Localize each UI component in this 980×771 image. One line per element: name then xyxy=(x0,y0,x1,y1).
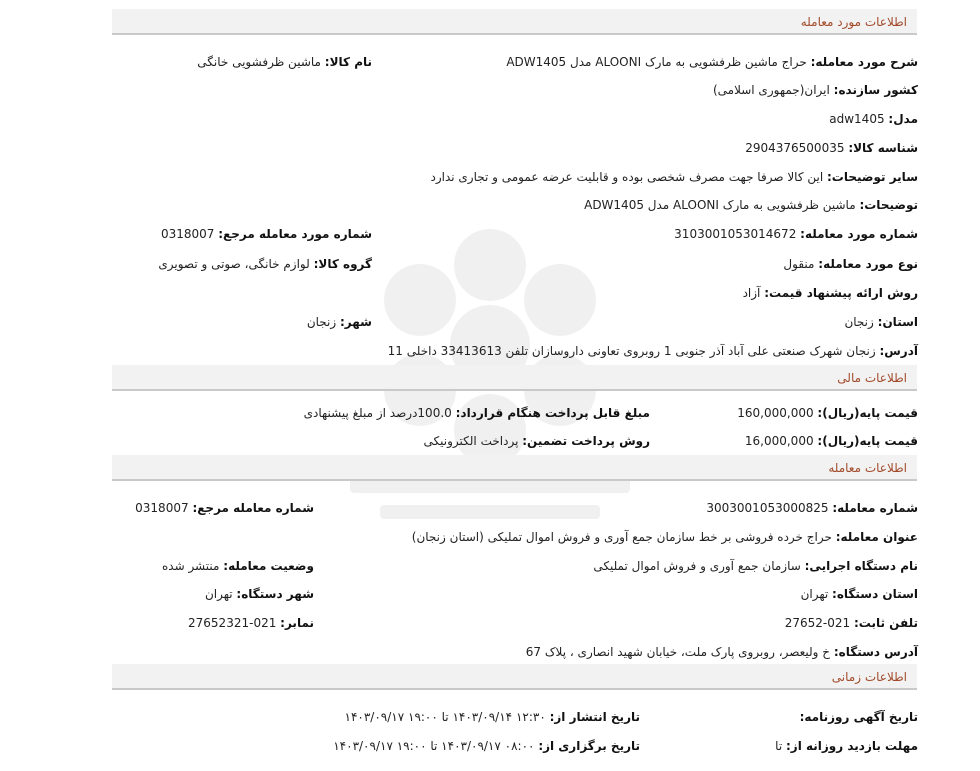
value-other-notes: این کالا صرفا جهت مصرف شخصی بوده و قابلیت عرضه عمومی و تجاری ندارد xyxy=(430,170,824,184)
field-deal-number xyxy=(674,226,918,242)
value-publish-date: ۱۲:۳۰ ۱۴۰۳/۰۹/۱۴ تا ۱۹:۰۰ ۱۴۰۳/۰۹/۱۷ xyxy=(344,710,546,724)
field-org-address xyxy=(526,644,918,660)
value-transaction-number: 3003001053000825 xyxy=(706,501,829,515)
label-deal-number: شماره مورد معامله: xyxy=(800,227,918,241)
label-org-province: استان دستگاه: xyxy=(832,587,918,601)
field-model xyxy=(829,111,918,127)
field-guarantee-method xyxy=(424,433,650,449)
value-org-city: تهران xyxy=(204,587,233,601)
section-header-timing: اطلاعات زمانی xyxy=(112,664,917,690)
label-transaction-status: وضعیت معامله: xyxy=(223,559,314,573)
label-org-city: شهر دستگاه: xyxy=(236,587,314,601)
value-city: زنجان xyxy=(306,315,337,329)
label-executive-org: نام دستگاه اجرایی: xyxy=(804,559,918,573)
value-province: زنجان xyxy=(844,315,874,329)
field-fax xyxy=(188,615,314,631)
value-daily-visit: تا xyxy=(775,739,783,753)
field-deal-description xyxy=(506,54,918,70)
label-address: آدرس: xyxy=(879,344,918,358)
label-org-address: آدرس دستگاه: xyxy=(833,645,918,659)
field-transaction-number xyxy=(706,500,918,516)
label-notes: توضیحات: xyxy=(859,198,918,212)
value-guarantee-method: پرداخت الکترونیکی xyxy=(423,434,519,448)
field-org-city xyxy=(205,586,314,602)
field-province xyxy=(844,314,918,330)
label-transaction-ref-number: شماره معامله مرجع: xyxy=(192,501,314,515)
label-fax: نمابر: xyxy=(280,616,314,630)
label-publish-date: تاریخ انتشار از: xyxy=(549,710,640,724)
value-base-price: 160,000,000 xyxy=(737,406,814,420)
value-country: ایران(جمهوری اسلامی) xyxy=(712,83,830,97)
field-org-province xyxy=(801,586,918,602)
label-ref-deal-number: شماره مورد معامله مرجع: xyxy=(218,227,372,241)
label-price-method: روش ارائه پیشنهاد قیمت: xyxy=(764,286,918,300)
section-header-deal-info: اطلاعات مورد معامله xyxy=(112,9,917,35)
field-transaction-status xyxy=(162,558,314,574)
value-guarantee-base: 16,000,000 xyxy=(744,434,814,448)
value-phone: 021-27652 xyxy=(784,616,851,630)
field-contract-pay xyxy=(304,405,650,421)
label-goods-name: نام کالا: xyxy=(324,55,372,69)
label-hold-date: تاریخ برگزاری از: xyxy=(538,739,640,753)
label-newspaper-date: تاریخ آگهی روزنامه: xyxy=(799,710,918,724)
field-goods-group xyxy=(158,256,372,272)
field-phone xyxy=(785,615,918,631)
label-transaction-title: عنوان معامله: xyxy=(835,530,918,544)
field-executive-org xyxy=(593,558,918,574)
value-deal-type: منقول xyxy=(783,257,815,271)
field-price-method xyxy=(743,285,918,301)
field-transaction-title xyxy=(412,529,918,545)
section-header-financial: اطلاعات مالی xyxy=(112,365,917,391)
label-contract-pay: مبلغ قابل پرداخت هنگام قرارداد: xyxy=(455,406,650,420)
value-goods-group: لوازم خانگی، صوتی و تصویری xyxy=(158,257,310,271)
value-deal-description: حراج ماشین ظرفشویی به مارک ALOONI مدل ADW1405 xyxy=(506,55,807,69)
field-deal-type xyxy=(783,256,918,272)
label-guarantee-method: روش پرداخت تضمین: xyxy=(522,434,650,448)
label-phone: تلفن ثابت: xyxy=(853,616,918,630)
field-transaction-ref-number xyxy=(135,500,314,516)
value-ref-deal-number: 0318007 xyxy=(160,227,215,241)
label-goods-group: گروه کالا: xyxy=(313,257,372,271)
value-transaction-title: حراج خرده فروشی بر خط سازمان جمع آوری و فروش اموال تملیکی (استان زنجان) xyxy=(411,530,832,544)
field-other-notes xyxy=(430,169,918,185)
label-daily-visit: مهلت بازدید روزانه از: xyxy=(786,739,918,753)
field-address xyxy=(388,343,918,359)
label-base-price: قیمت پایه(ریال): xyxy=(817,406,918,420)
label-province: استان: xyxy=(877,315,918,329)
field-hold-date xyxy=(333,738,640,754)
value-org-province: تهران xyxy=(800,587,829,601)
value-price-method: آزاد xyxy=(742,286,761,300)
field-ref-deal-number xyxy=(161,226,372,242)
value-hold-date: ۰۸:۰۰ ۱۴۰۳/۰۹/۱۷ تا ۱۹:۰۰ ۱۴۰۳/۰۹/۱۷ xyxy=(333,739,535,753)
field-notes xyxy=(584,197,918,213)
value-address: زنجان شهرک صنعتی علی آباد آذر جنوبی 1 روبروی تعاونی داروسازان تلفن 33413613 داخلی 11 xyxy=(387,344,876,358)
label-other-notes: سایر توضیحات: xyxy=(827,170,918,184)
field-daily-visit xyxy=(775,738,918,754)
field-goods-id xyxy=(745,140,918,156)
field-city xyxy=(307,314,372,330)
field-base-price xyxy=(737,405,918,421)
value-contract-pay: 100.0درصد از مبلغ پیشنهادی xyxy=(303,406,452,420)
field-guarantee-base xyxy=(745,433,918,449)
label-transaction-number: شماره معامله: xyxy=(832,501,918,515)
field-publish-date xyxy=(345,709,640,725)
label-deal-type: نوع مورد معامله: xyxy=(818,257,918,271)
label-goods-id: شناسه کالا: xyxy=(848,141,918,155)
label-model: مدل: xyxy=(888,112,918,126)
value-deal-number: 3103001053014672 xyxy=(674,227,797,241)
field-country xyxy=(713,82,918,98)
value-transaction-status: منتشر شده xyxy=(161,559,220,573)
value-fax: 021-27652321 xyxy=(188,616,277,630)
value-goods-id: 2904376500035 xyxy=(745,141,845,155)
value-model: adw1405 xyxy=(829,112,885,126)
label-country: کشور سازنده: xyxy=(833,83,918,97)
label-city: شهر: xyxy=(340,315,372,329)
value-transaction-ref-number: 0318007 xyxy=(135,501,189,515)
label-deal-description: شرح مورد معامله: xyxy=(810,55,918,69)
value-notes: ماشین ظرفشویی به مارک ALOONI مدل ADW1405 xyxy=(584,198,856,212)
value-org-address: خ ولیعصر، روبروی پارک ملت، خیابان شهید انصاری ، پلاک 67 xyxy=(525,645,831,659)
value-goods-name: ماشین ظرفشویی خانگی xyxy=(197,55,321,69)
section-header-transaction: اطلاعات معامله xyxy=(112,455,917,481)
field-goods-name xyxy=(197,54,372,70)
value-executive-org: سازمان جمع آوری و فروش اموال تملیکی xyxy=(593,559,801,573)
label-guarantee-base: قیمت پایه(ریال): xyxy=(817,434,918,448)
field-newspaper-date xyxy=(800,709,918,725)
